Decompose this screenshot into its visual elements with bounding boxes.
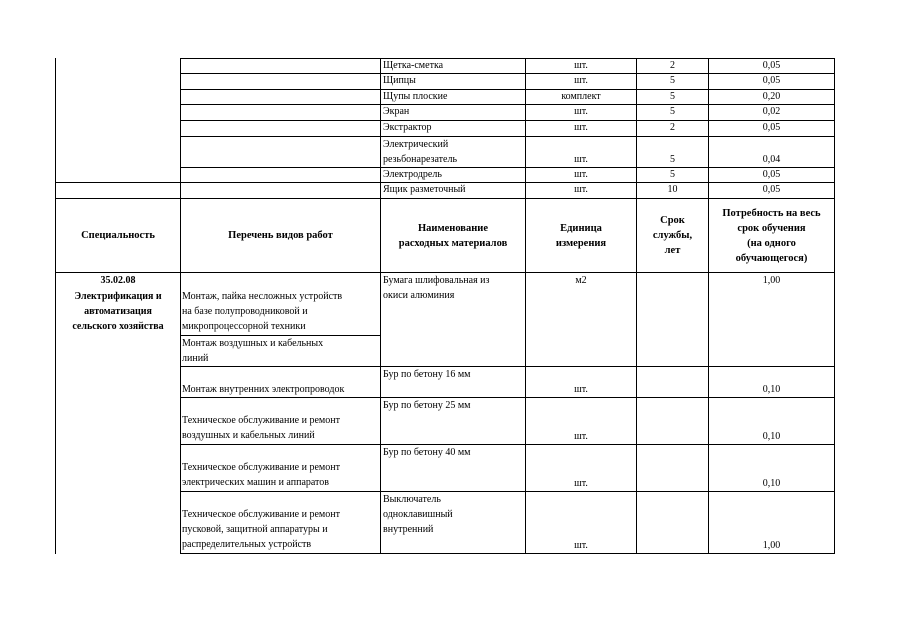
unit-value: шт. (574, 184, 588, 195)
need-value: 0,10 (762, 431, 781, 442)
unit-value: шт. (574, 154, 588, 165)
need-value: 0,02 (762, 106, 781, 117)
need-value: 0,10 (762, 478, 781, 489)
material-name: Бумага шлифовальная из окиси алюминия (383, 275, 490, 301)
need-value: 0,05 (762, 75, 781, 86)
unit-value: шт. (574, 384, 588, 395)
table-rule (834, 58, 835, 554)
unit-value: шт. (574, 106, 588, 117)
unit-value: шт. (574, 540, 588, 551)
unit-value: шт. (574, 478, 588, 489)
material-name: Экстрактор (383, 122, 432, 133)
need-value: 0,05 (762, 60, 781, 71)
material-name: Выключатель одноклавишный внутренний (383, 494, 453, 535)
need-value: 0,20 (762, 91, 781, 102)
term-value: 5 (670, 75, 675, 86)
table-rule (180, 58, 181, 554)
work-item: Монтаж, пайка несложных устройств на базе полупроводниковой и микропроцессорной техники (182, 291, 343, 332)
header-materials: Наименование расходных материалов (398, 222, 508, 249)
header-works: Перечень видов работ (228, 230, 333, 241)
material-name: Щипцы (383, 75, 416, 86)
material-name: Щупы плоские (383, 91, 448, 102)
specialty-code: 35.02.08 (100, 275, 136, 286)
need-value: 0,05 (762, 169, 781, 180)
need-value: 0,10 (762, 384, 781, 395)
header-unit: Единица измерения (555, 222, 607, 249)
unit-value: шт. (574, 122, 588, 133)
specialty-name: Электрификация и автоматизация сельского хозяйства (72, 291, 164, 332)
unit-value: шт. (574, 75, 588, 86)
header-need: Потребность на весь срок обучения (на одного обучающегося) (722, 207, 821, 264)
work-item: Техническое обслуживание и ремонт пусковой, защитной аппаратуры и распределительных устройств (182, 509, 340, 550)
need-value: 1,00 (762, 540, 781, 551)
table-rule (380, 58, 381, 554)
material-name: Ящик разметочный (383, 184, 466, 195)
term-value: 5 (670, 154, 675, 165)
need-value: 1,00 (762, 275, 781, 286)
unit-value: м2 (575, 275, 587, 286)
term-value: 10 (667, 184, 678, 195)
unit-value: шт. (574, 60, 588, 71)
term-value: 2 (670, 122, 675, 133)
header-specialty: Специальность (81, 230, 155, 241)
unit-value: шт. (574, 169, 588, 180)
term-value: 5 (670, 91, 675, 102)
material-name: Бур по бетону 25 мм (383, 400, 471, 411)
term-value: 5 (670, 106, 675, 117)
unit-value: шт. (574, 431, 588, 442)
table-rule (180, 553, 834, 554)
header-term: Срок службы, лет (652, 215, 693, 256)
work-item: Техническое обслуживание и ремонт электрических машин и аппаратов (182, 462, 340, 488)
material-name: Электрический резьбонарезатель (383, 139, 457, 165)
material-name: Бур по бетону 40 мм (383, 447, 471, 458)
work-item: Монтаж воздушных и кабельных линий (182, 338, 324, 364)
material-name: Бур по бетону 16 мм (383, 369, 471, 380)
need-value: 0,04 (762, 154, 781, 165)
term-value: 5 (670, 169, 675, 180)
material-name: Щетка-сметка (383, 60, 444, 71)
term-value: 2 (670, 60, 675, 71)
need-value: 0,05 (762, 184, 781, 195)
need-value: 0,05 (762, 122, 781, 133)
material-name: Экран (383, 106, 410, 117)
unit-value: комплект (561, 91, 601, 102)
work-item: Монтаж внутренних электропроводок (182, 384, 345, 395)
material-name: Электродрель (383, 169, 442, 180)
work-item: Техническое обслуживание и ремонт воздушных и кабельных линий (182, 415, 340, 441)
